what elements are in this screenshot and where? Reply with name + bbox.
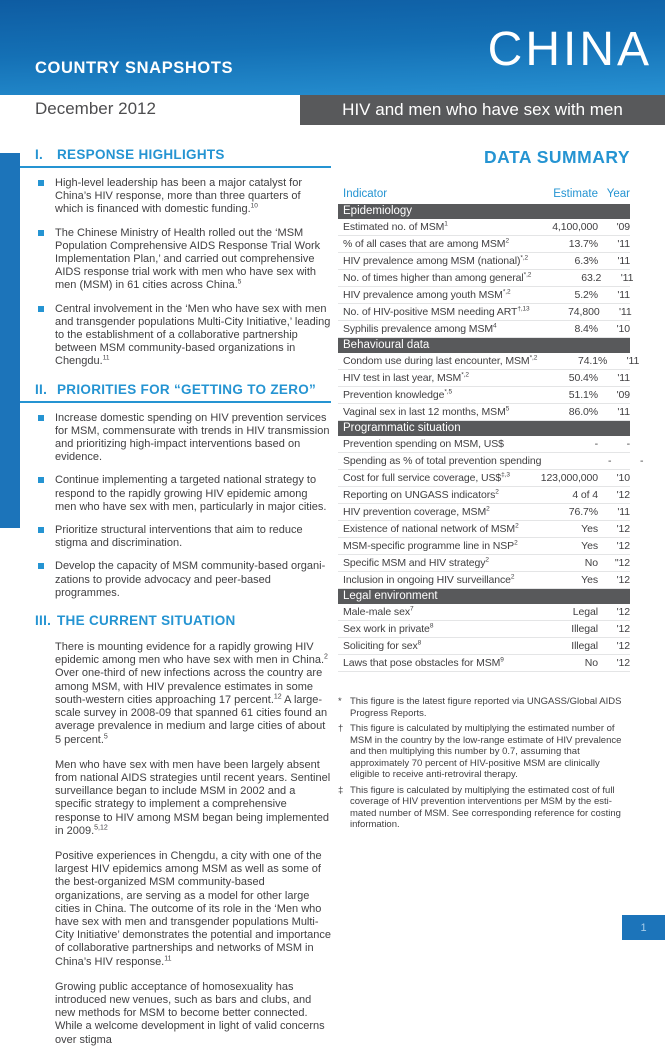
bullet-text: Continue implementing a targeted national strategy to respond to the rapidly growing HIV epidemic among men who have sex with men, particularly in major cities. (55, 474, 327, 513)
row-estimate: Yes (581, 540, 598, 552)
row-year: '11 (620, 272, 634, 284)
group-header: Legal environment (338, 589, 630, 604)
group-header: Epidemiology (338, 204, 630, 219)
table-row (338, 572, 630, 589)
footnote-marker: ‡ (338, 784, 344, 796)
table-row (338, 370, 630, 387)
row-year: '09 (616, 221, 630, 233)
footnote-reference: 2 (485, 556, 489, 564)
row-indicator: Cost for full service coverage, US\$$^{\ddagger,3}$ (343, 471, 510, 484)
left-accent-bar (0, 153, 20, 528)
row-estimate: 4 of 4 (572, 489, 598, 501)
subheader (0, 95, 665, 125)
footnote-reference: 2 (514, 539, 518, 547)
row-estimate: - (607, 455, 612, 467)
footnote (338, 723, 630, 781)
row-indicator: Condom use during last encounter, $MSM^{*,2}$ (343, 354, 538, 367)
bullet-text: Develop the capacity of MSM community-based organi-zations to provide advocacy and peer-based programmes. (55, 560, 326, 599)
table-row (338, 470, 630, 487)
row-year: '09 (616, 389, 630, 401)
footnote (338, 785, 630, 831)
footnote-reference: 9 (500, 656, 504, 664)
section (35, 147, 331, 369)
table-row (338, 638, 630, 655)
country-title: CHINA (487, 23, 652, 76)
table-row (338, 321, 630, 338)
group-header: Programmatic situation (338, 421, 630, 436)
row-indicator: Estimated no. of MSM$^1$ (343, 220, 448, 233)
footnote-reference: 12 (273, 693, 282, 701)
paragraph: Positive experiences in Chengdu, a city with one of the largest HIV epidemics among MSM as well as some of the best-organized MSM community-based organizations, are serving as a model for other large cities in China. The outcome of its role in the ‘Men who have sex with men and transgender populations Multi-City Initiative’ demonstrates the potential and importance of collaborative partnerships and networks of MSM in China’s HIV response.$^{11}$ (55, 849, 331, 968)
table-row (338, 287, 630, 304)
row-indicator: Syphilis prevalence among MSM$^4$ (343, 322, 497, 335)
report-series-title: COUNTRY SNAPSHOTS (35, 59, 234, 77)
row-estimate: 13.7% (568, 238, 598, 250)
row-year: '12 (616, 657, 630, 669)
row-indicator: HIV test in last year, $MSM^{*,2}$ (343, 371, 469, 384)
bullet-item (35, 474, 331, 514)
footnote-text: This figure is calculated by multiplying the estimated cost of full coverage of HIV prevention interventions per MSM by the esti-mated number of MSM. See corresponding reference for costing information. (350, 784, 621, 830)
row-indicator: Reporting on UNGASS indicators$^2$ (343, 488, 499, 501)
row-year: '11 (617, 238, 630, 250)
row-indicator: Prevention spending on MSM, US$ (343, 438, 504, 450)
footnote-reference: 10 (250, 202, 258, 210)
paragraph: There is mounting evidence for a rapidly growing HIV epidemic among men who have sex with men in China.$^2$ Over one-third of new infections across the country are among MSM, with HIV prevalence estimates in some south-western cities approaching 17 percent.$^{12}$ A large-scale survey in 2008-09 that spanned 61 cities found an average prevalence in medium and large cities of about 5 percent.$^5$ (55, 641, 328, 746)
section-title: RESPONSE HIGHLIGHTS (57, 147, 225, 162)
row-year: '12 (616, 540, 630, 552)
footnote-reference: *,2 (529, 354, 538, 362)
row-indicator: No. of HIV-positive MSM needing $ART^{\dagger,13}$ (343, 305, 530, 318)
row-year: '12 (616, 523, 630, 535)
bullet-item (35, 560, 331, 600)
footnote-reference: 5 (237, 278, 242, 286)
section-title: THE CURRENT SITUATION (57, 613, 236, 629)
footnote-marker: † (338, 723, 344, 734)
row-indicator: HIV prevention coverage, MSM$^2$ (343, 505, 490, 518)
footnote-reference: 11 (102, 354, 110, 362)
bullet-text: Central involvement in the ‘Men who have sex with men and transgender populations Multi-City Initiative,’ leading to the establishment of a collaborative partnership between MSM community-based organizations in Chengdu.$^{11}$ (55, 302, 331, 368)
row-estimate: Illegal (571, 640, 598, 652)
table-header-row (338, 188, 630, 204)
row-year: - (639, 455, 644, 467)
footnote-reference: 8 (429, 622, 434, 630)
row-indicator: Vaginal sex in last 12 months, MSM$^5$ (343, 405, 510, 418)
page-number: 1 (640, 921, 647, 934)
footnote-reference: *,5 (444, 388, 452, 396)
row-year: '10 (616, 323, 630, 335)
footnotes (338, 696, 630, 831)
row-year: '12 (616, 623, 630, 635)
section (35, 613, 331, 1047)
footnote-reference: 7 (409, 605, 414, 613)
bullet-item (35, 524, 331, 550)
bullet-item (35, 412, 331, 465)
footnote-reference: 1 (444, 220, 448, 228)
footnote-reference: *,2 (461, 371, 469, 379)
paragraph: Growing public acceptance of homosexuality has introduced new venues, such as bars and clubs, and new methods for MSM to become better connected. While a welcome development in light of valid concerns over stigma (55, 980, 325, 1046)
footnote-reference: 8 (417, 639, 422, 647)
footnote-reference: 2 (505, 237, 509, 245)
table-row (338, 621, 630, 638)
row-estimate: 4,100,000 (552, 221, 598, 233)
bullet-text: High-level leadership has been a major catalyst for China’s HIV response, more than three quarters of which is financed with domestic funding.$^{10}$ (55, 177, 303, 216)
column-header-indicator: Indicator (343, 188, 388, 200)
row-year: '11 (617, 506, 630, 518)
footnote-reference: 2 (495, 488, 499, 496)
column-header-year: Year (606, 188, 630, 200)
row-indicator: Specific MSM and HIV strategy$^2$ (343, 556, 489, 569)
footnote-reference: 2 (515, 522, 519, 530)
row-year: '11 (617, 255, 631, 267)
row-estimate: Yes (581, 523, 598, 535)
row-year: '11 (626, 355, 640, 367)
bullet-square-icon (38, 306, 44, 312)
bullet-square-icon (38, 415, 44, 421)
bullet-item (35, 227, 331, 293)
row-indicator: HIV prevalence among youth $MSM^{*,2}$ (343, 288, 511, 301)
row-year: '11 (617, 289, 630, 301)
table-row (338, 655, 630, 672)
footnote (338, 696, 630, 719)
footnote-reference: 5 (505, 405, 510, 413)
row-year: '10 (616, 472, 630, 484)
table-row (338, 304, 630, 321)
row-estimate: No (584, 557, 598, 569)
row-estimate: 5.2% (574, 289, 598, 301)
group-header: Behavioural data (338, 338, 630, 353)
footnote-reference: *,2 (502, 288, 511, 296)
table-row (338, 436, 630, 453)
section-heading (20, 147, 331, 168)
row-estimate: 51.1% (568, 389, 598, 401)
footnote-reference: ‡,3 (501, 471, 510, 479)
footnote-reference: 2 (486, 505, 490, 513)
table-row (338, 236, 630, 253)
data-summary-table (338, 188, 644, 672)
row-estimate: 86.0% (568, 406, 598, 418)
table-row (338, 504, 630, 521)
left-column (35, 147, 331, 1060)
table-row (338, 604, 630, 621)
row-indicator: Existence of national network of MSM$^2$ (343, 522, 519, 535)
row-estimate: 76.7% (568, 506, 598, 518)
row-indicator: Male-male sex$^7$ (343, 605, 414, 618)
row-estimate: 63.2 (581, 272, 602, 284)
footnote-reference: *,2 (520, 254, 529, 262)
row-indicator: Soliciting for sex$^8$ (343, 639, 422, 652)
header-banner (0, 0, 665, 95)
row-estimate: Legal (572, 606, 598, 618)
table-row (338, 555, 630, 572)
footnote-marker: * (338, 696, 342, 707)
section-heading (35, 613, 331, 632)
footnote-reference: 4 (493, 322, 497, 330)
table-row (338, 538, 630, 555)
table-row (338, 353, 640, 370)
row-year: '11 (618, 306, 632, 318)
section (35, 382, 331, 600)
row-year: '12 (616, 606, 630, 618)
topic-bar: HIV and men who have sex with men (300, 95, 665, 125)
page-number-box (622, 915, 665, 940)
row-indicator: Prevention knowledge$^{*,5}$ (343, 388, 452, 401)
section-numeral: II. (35, 381, 48, 397)
bullet-square-icon (38, 527, 44, 533)
row-indicator: Laws that pose obstacles for MSM$^9$ (343, 656, 504, 669)
data-summary-panel (338, 147, 644, 835)
table-row (338, 487, 630, 504)
section-heading (20, 382, 331, 403)
row-indicator: Sex work in private$^8$ (343, 622, 434, 635)
footnote-text: This figure is calculated by multiplying the estimated number of MSM in the country by the low-range estimate of HIV prevalence and then multiplying this number by 0.7, assuming that approximately 70 percent of HIV-positive MSM are clinically eligible to receive anti-retroviral therapy. (350, 723, 622, 780)
paragraph: Men who have sex with men have been largely absent from national AIDS strategies until recent years. Sentinel surveillance began to include MSM in 2002 and a specific strategy to implement a comprehensive response to HIV among MSM began being implemented in 2009.$^{5,12}$ (55, 758, 331, 837)
bullet-item (35, 177, 331, 217)
section-numeral: I. (35, 147, 44, 162)
footnote-reference: 5,12 (94, 824, 108, 832)
row-indicator: MSM-specific programme line in NSP$^2$ (343, 539, 518, 552)
bullet-square-icon (38, 563, 44, 569)
bullet-item (35, 303, 331, 369)
row-indicator: Inclusion in ongoing HIV surveillance$^2$ (343, 573, 515, 586)
section-title: PRIORITIES FOR “GETTING TO ZERO” (57, 381, 317, 397)
footnote-reference: †,13 (517, 305, 530, 313)
row-estimate: - (594, 438, 598, 450)
column-header-estimate: Estimate (553, 188, 598, 200)
bullet-text: The Chinese Ministry of Health rolled out the ‘MSM Population Comprehensive AIDS Response Trial Work Implementation Plan,’ and carried out comprehensive AIDS response trial work with men who have sex with men (MSM) in 61 cities across China.$^5$ (55, 226, 321, 292)
bullet-square-icon (38, 230, 44, 236)
row-estimate: 74.1% (577, 355, 608, 367)
row-estimate: 123,000,000 (540, 472, 598, 484)
row-indicator: % of all cases that are among MSM$^2$ (343, 237, 509, 250)
row-estimate: Illegal (571, 623, 598, 635)
footnote-reference: 5 (103, 732, 108, 740)
row-indicator: No. of times higher than among general$^{*,2}$ (343, 271, 532, 284)
data-summary-title: DATA SUMMARY (484, 147, 630, 167)
row-estimate: No (584, 657, 598, 669)
row-year: - (626, 438, 630, 450)
table-body (338, 204, 644, 672)
row-year: '12 (616, 640, 630, 652)
bullet-text: Increase domestic spending on HIV prevention services for MSM, commensurate with trends in HIV transmission and prioritizing high-impact interventions based on evidence. (55, 411, 330, 464)
row-year: "12 (614, 557, 630, 569)
row-estimate: 6.3% (574, 255, 599, 267)
issue-date: December 2012 (35, 99, 156, 118)
footnote-text: This figure is the latest figure reported via UNGASS/Global AIDS Progress Reports. (350, 696, 622, 719)
row-estimate: 74,800 (568, 306, 600, 318)
row-year: '12 (616, 574, 630, 586)
table-row (338, 219, 630, 236)
row-estimate: Yes (581, 574, 598, 586)
footnote-reference: *,2 (523, 271, 532, 279)
row-year: '11 (617, 406, 630, 418)
row-indicator: Spending as % of total prevention spending (343, 455, 542, 467)
bullet-text: Prioritize structural interventions that aim to reduce stigma and discrimination. (55, 524, 303, 550)
bullet-square-icon (38, 477, 44, 483)
row-year: '12 (616, 489, 630, 501)
footnote-reference: 2 (510, 573, 515, 581)
table-row (338, 521, 630, 538)
table-row (338, 453, 644, 470)
table-row (338, 404, 630, 421)
row-estimate: 8.4% (574, 323, 598, 335)
bullet-square-icon (38, 180, 44, 186)
section-numeral: III. (35, 613, 52, 629)
footnote-reference: 11 (164, 954, 172, 962)
row-indicator: HIV prevalence among MSM (national)$^{*,2}$ (343, 254, 529, 267)
row-estimate: 50.4% (568, 372, 598, 384)
footnote-reference: 2 (324, 653, 328, 661)
row-year: '11 (617, 372, 630, 384)
table-row (338, 270, 634, 287)
table-row (338, 253, 630, 270)
table-row (338, 387, 630, 404)
